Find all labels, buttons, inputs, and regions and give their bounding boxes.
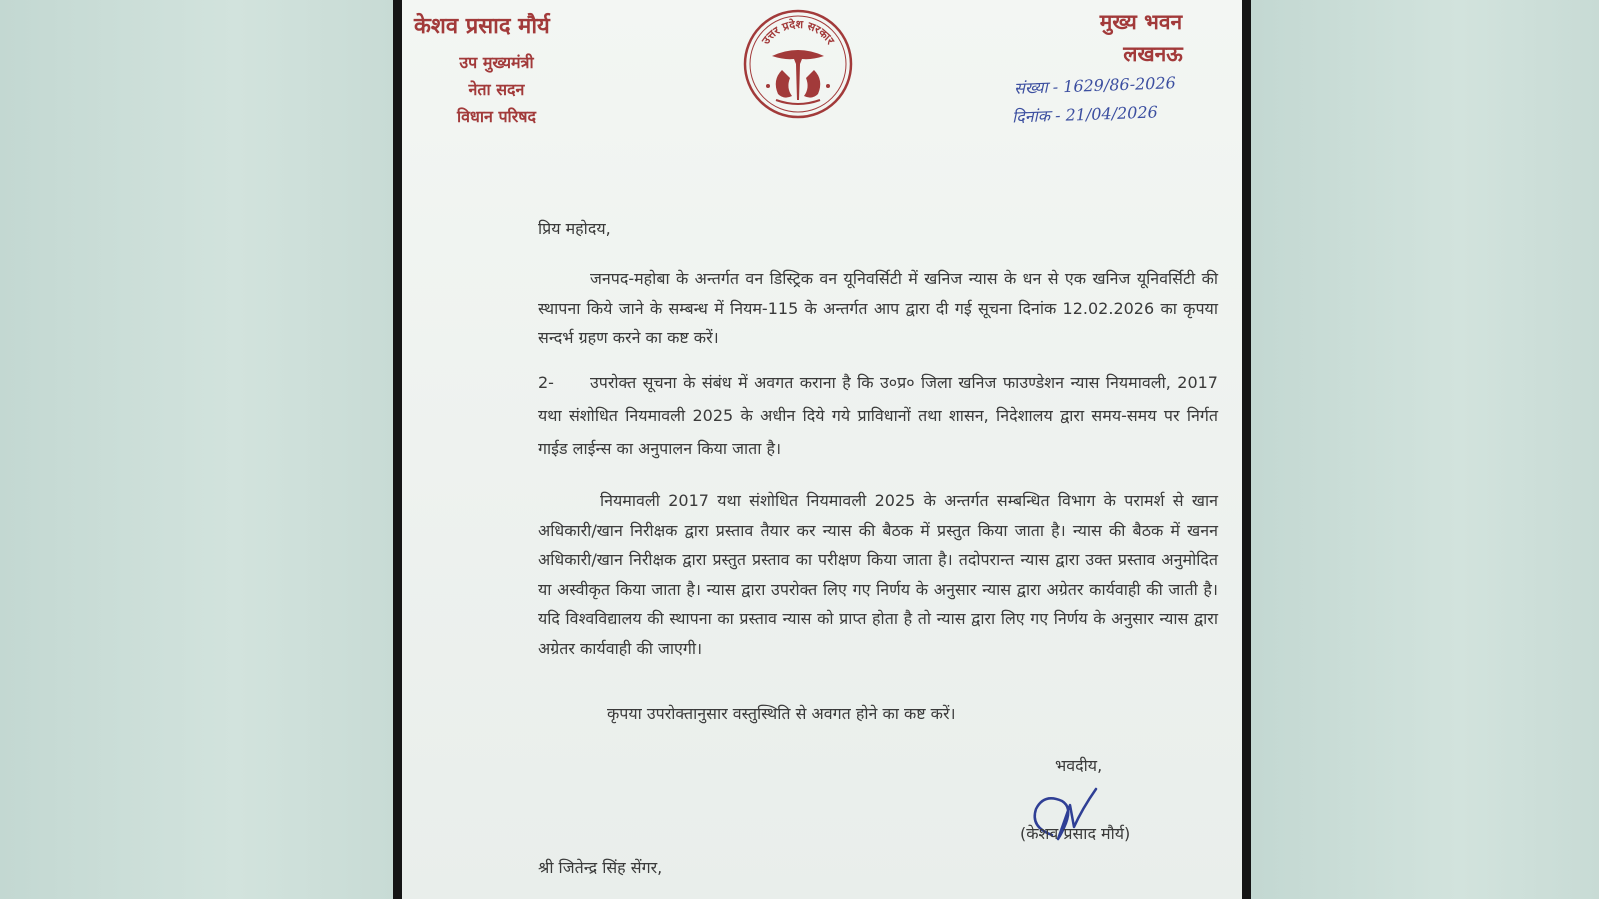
paragraph-4: कृपया उपरोक्तानुसार वस्तुस्थिति से अवगत होने का कष्ट करें। [607,704,956,723]
letterhead-left [414,10,579,130]
reference-number: संख्या - 1629/86-2026 [1013,73,1177,98]
letterhead-right [1066,6,1216,70]
office-city: लखनऊ [1123,42,1183,66]
letter-page [402,0,1242,899]
signer-name: (केशव प्रसाद मौर्य) [1020,824,1131,843]
emblem-text: उत्तर प्रदेश सरकार [759,17,837,47]
reference-date: दिनांक - 21/04/2026 [1011,102,1159,127]
photo-border-left [393,0,402,899]
salutation: प्रिय महोदय, [538,219,611,238]
up-government-emblem-icon [742,8,854,120]
sender-house: विधान परिषद [457,107,536,126]
paragraph-2-number: 2- [538,373,554,392]
photo-border-right [1242,0,1251,899]
office-building: मुख्य भवन [1099,10,1183,34]
sender-name: केशव प्रसाद मौर्य [414,14,550,39]
paragraph-2 [538,366,1218,465]
closing-salutation: भवदीय, [1055,756,1103,775]
sender-designation: उप मुख्यमंत्री [459,53,534,72]
sender-role: नेता सदन [468,80,525,99]
addressee: श्री जितेन्द्र सिंह सेंगर, [538,858,663,877]
background-left [0,0,393,899]
paragraph-3: नियमावली 2017 यथा संशोधित नियमावली 2025 के अन्तर्गत सम्बन्धित विभाग के परामर्श से खान अधिकारी/खान निरीक्षक द्वारा प्रस्ताव तैयार कर न्यास की बैठक में प्रस्तुत किया जाता है। न्यास की बैठक में खनन अधिकारी/खान निरीक्षक द्वारा प्रस्तुत प्रस्ताव का परीक्षण किया जाता है। तदोपरान्त न्यास द्वारा उक्त प्रस्ताव अनुमोदित या अस्वीकृत किया जाता है। न्यास द्वारा उपरोक्त लिए गए निर्णय के अनुसार न्यास द्वारा अग्रेतर कार्यवाही की जाती है। यदि विश्वविद्यालय की स्थापना का प्रस्ताव न्यास को प्राप्त होता है तो न्यास द्वारा लिए गए निर्णय के अनुसार न्यास द्वारा अग्रेतर कार्यवाही की जाएगी। [538,491,1218,658]
paragraph-2-text: उपरोक्त सूचना के संबंध में अवगत कराना है कि उ०प्र० जिला खनिज फाउण्डेशन न्यास नियमावली, 2017 यथा संशोधित नियमावली 2025 के अधीन दिये गये प्राविधानों तथा शासन, निदेशालय द्वारा समय-समय पर निर्गत गाईड लाईन्स का अनुपालन किया जाता है। [538,373,1218,458]
paragraph-1: जनपद-महोबा के अन्तर्गत वन डिस्ट्रिक वन यूनिवर्सिटी में खनिज न्यास के धन से एक खनिज यूनिवर्सिटी की स्थापना किये जाने के सम्बन्ध में नियम-115 के अन्तर्गत आप द्वारा दी गई सूचना दिनांक 12.02.2026 का कृपया सन्दर्भ ग्रहण करने का कष्ट करें। [538,269,1218,347]
background-right [1251,0,1599,899]
